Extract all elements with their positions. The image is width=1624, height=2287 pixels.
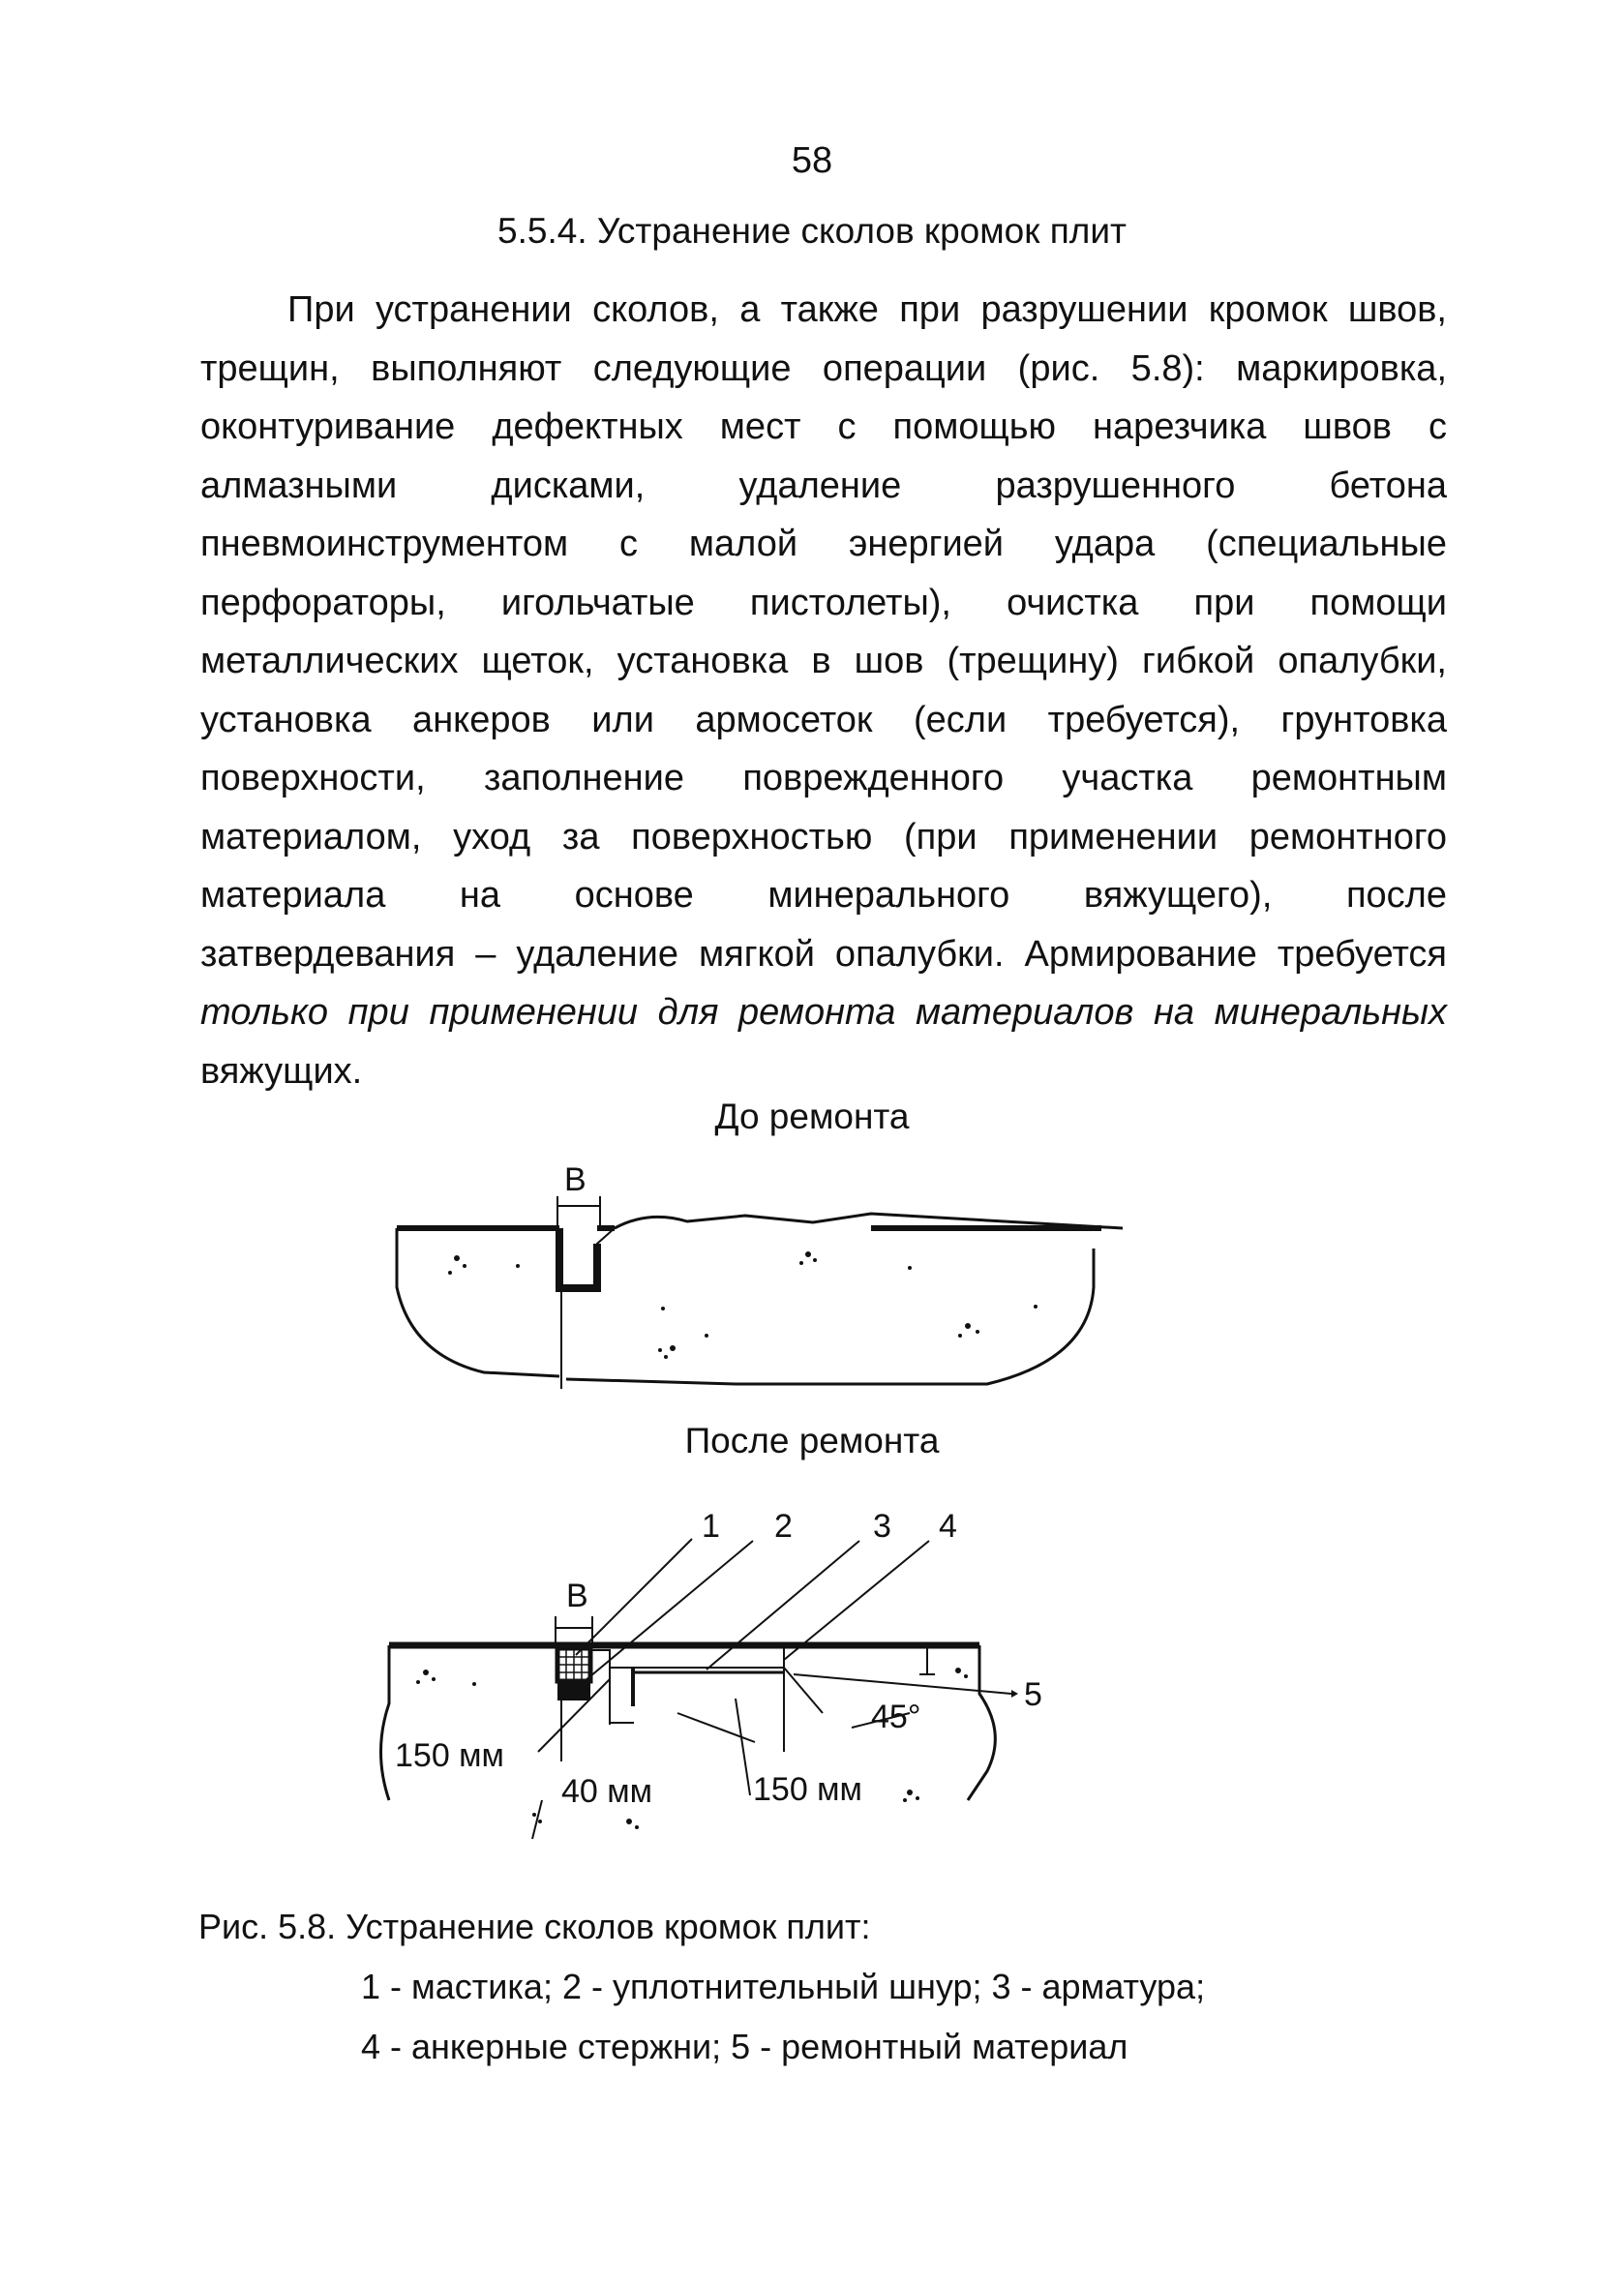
label-4: 4 xyxy=(939,1510,957,1545)
slab-outline-left xyxy=(381,1645,390,1800)
label-2: 2 xyxy=(774,1510,793,1545)
body-line: перфораторы, игольчатые пистолеты), очистка при помощи xyxy=(200,582,1447,623)
dimension-b-label: В xyxy=(564,1161,586,1198)
label-5: 5 xyxy=(1024,1676,1042,1713)
body-line: поверхности, заполнение поврежденного участка ремонтным xyxy=(200,758,1447,798)
body-line: материалом, уход за поверхностью (при применении ремонтного xyxy=(200,816,1447,858)
body-line: металлических щеток, установка в шов (трещину) гибкой опалубки, xyxy=(200,641,1447,681)
body-line: оконтуривание дефектных мест с помощью нарезчика швов с xyxy=(200,406,1447,447)
body-line: установка анкеров или армосеток (если требуется), грунтовка xyxy=(200,699,1447,740)
body-line: только при применении для ремонта материалов на минеральных xyxy=(200,992,1447,1033)
dimension-150-left: 150 мм xyxy=(395,1737,504,1774)
body-line: алмазными дисками, удаление разрушенного бетона xyxy=(200,465,1447,506)
caption-title: Рис. 5.8. Устранение сколов кромок плит: xyxy=(198,1907,871,1946)
slab-outline-left xyxy=(397,1228,559,1376)
anchor-rod-left xyxy=(631,1668,635,1706)
diagram-before-repair xyxy=(368,1152,1123,1394)
body-line: материала на основе минерального вяжущего), после xyxy=(200,875,1447,916)
section-title: 5.5.4. Устранение сколов кромок плит xyxy=(497,211,1127,251)
repair-zone-boundary xyxy=(610,1668,823,1713)
dimension-150-right-leader xyxy=(736,1699,750,1795)
body-line: пневмоинструментом с малой энергией удара (специальные xyxy=(200,524,1447,564)
leader-1 xyxy=(576,1539,692,1655)
body-paragraph xyxy=(200,281,1447,1100)
figure-after-title: После ремонта xyxy=(684,1421,940,1460)
caption-legend-line: 1 - мастика; 2 - уплотнительный шнур; 3 - арматура; xyxy=(361,1967,1206,2006)
body-line: затвердевания – удаление мягкой опалубки. Армирование требуется xyxy=(200,933,1447,975)
aggregate-specks xyxy=(448,1251,1038,1359)
label-1: 1 xyxy=(702,1510,720,1545)
dimension-150-right: 150 мм xyxy=(753,1771,862,1808)
joint-groove xyxy=(559,1228,597,1288)
diagram-after-repair xyxy=(368,1510,1065,1858)
caption-legend-line: 4 - анкерные стержни; 5 - ремонтный материал xyxy=(361,2027,1128,2066)
angle-45: 45° xyxy=(871,1699,921,1735)
slab-outline-right xyxy=(566,1249,1094,1384)
body-line: вяжущих. xyxy=(200,1050,363,1092)
label-3: 3 xyxy=(873,1510,891,1545)
body-line: При устранении сколов, а также при разрушении кромок швов, xyxy=(287,289,1447,330)
dimension-40: 40 мм xyxy=(561,1773,653,1810)
page-number: 58 xyxy=(791,140,833,181)
body-line: трещин, выполняют следующие операции (рис. 5.8): маркировка, xyxy=(200,347,1447,389)
dimension-b-label: В xyxy=(566,1578,588,1614)
slab-outline-right xyxy=(968,1645,995,1800)
figure-before-title: До ремонта xyxy=(714,1097,910,1136)
figure-caption xyxy=(198,1897,1205,2077)
